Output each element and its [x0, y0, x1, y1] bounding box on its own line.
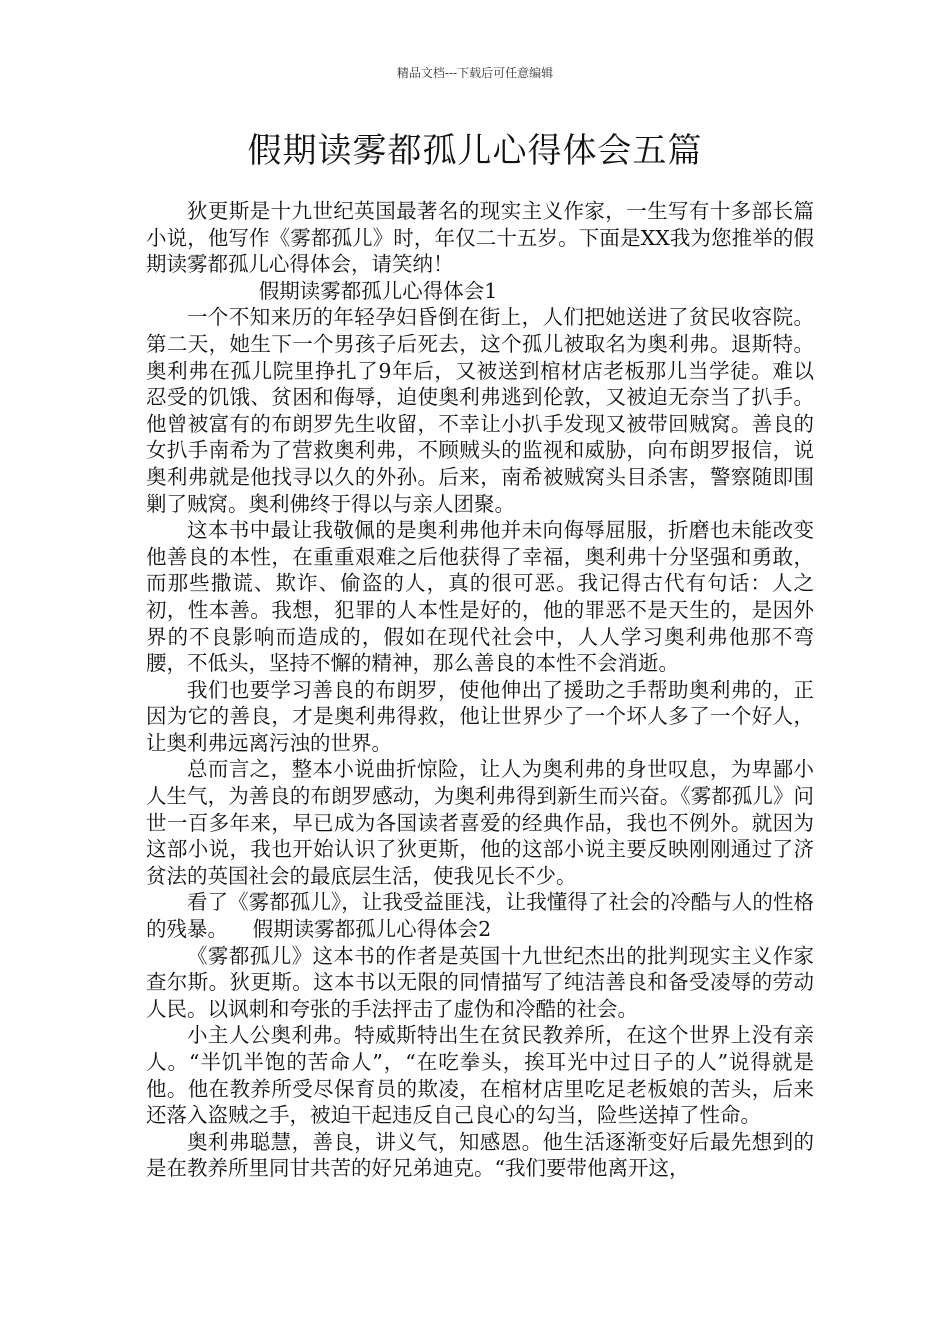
- section-2-heading: 假期读雾都孤儿心得体会2: [252, 917, 492, 942]
- section-1-heading: 假期读雾都孤儿心得体会1: [258, 278, 498, 303]
- document-title: 假期读雾都孤儿心得体会五篇: [247, 131, 703, 171]
- section-1-paragraph: 总而言之，整本小说曲折惊险，让人为奥利弗的身世叹息，为卑鄙小人生气，为善良的布朗罗感动，为奥利弗得到新生而兴奋。《雾都孤儿》问世一百多年来，早已成为各国读者喜爱的经典作品，我也不例外。就因为这部小说，我也开始认识了狄更斯，他的这部小说主要反映刚刚通过了济贫法的英国社会的最底层生活，使我见长不少。: [146, 757, 814, 888]
- section-1-paragraph: 一个不知来历的年轻孕妇昏倒在街上，人们把她送进了贫民收容院。第二天，她生下一个男孩子后死去，这个孤儿被取名为奥利弗。退斯特。奥利弗在孤儿院里挣扎了9年后，又被送到棺材店老板那儿当学徒。难以忍受的饥饿、贫困和侮辱，迫使奥利弗逃到伦敦，又被迫无奈当了扒手。他曾被富有的布朗罗先生收留，不幸让小扒手发现又被带回贼窝。善良的女扒手南希为了营救奥利弗，不顾贼头的监视和威胁，向布朗罗报信，说奥利弗就是他找寻以久的外孙。后来，南希被贼窝头目杀害，警察随即围剿了贼窝。奥利佛终于得以与亲人团聚。: [146, 305, 814, 516]
- section-1-closing-paragraph: [146, 889, 814, 942]
- section-2-paragraph: 奥利弗聪慧，善良，讲义气，知感恩。他生活逐渐变好后最先想到的是在教养所里同甘共苦的好兄弟迪克。“我们要带他离开这，: [146, 1129, 814, 1181]
- section-1-paragraph: 这本书中最让我敬佩的是奥利弗他并未向侮辱屈服，折磨也未能改变他善良的本性，在重重艰难之后他获得了幸福，奥利弗十分坚强和勇敢，而那些撒谎、欺诈、偷盗的人，真的很可恶。我记得古代有句话：人之初，性本善。我想，犯罪的人本性是好的，他的罪恶不是天生的，是因外界的不良影响而造成的，假如在现代社会中，人人学习奥利弗他那不弯腰，不低头，坚持不懈的精神，那么善良的本性不会消逝。: [146, 518, 814, 676]
- intro-paragraph: 狄更斯是十九世纪英国最著名的现实主义作家，一生写有十多部长篇小说，他写作《雾都孤儿》时，年仅二十五岁。下面是XX我为您推举的假期读雾都孤儿心得体会，请笑纳！: [146, 199, 814, 277]
- section-2-paragraph: 《雾都孤儿》这本书的作者是英国十九世纪杰出的批判现实主义作家查尔斯。狄更斯。这本书以无限的同情描写了纯洁善良和备受凌辱的劳动人民。以讽刺和夸张的手法抨击了虚伪和冷酷的社会。: [146, 943, 814, 1021]
- section-1-paragraph: 我们也要学习善良的布朗罗，使他伸出了援助之手帮助奥利弗的，正因为它的善良，才是奥利弗得救，他让世界少了一个坏人多了一个好人，让奥利弗远离污浊的世界。: [146, 677, 814, 755]
- section-1-closing-text: 看了《雾都孤儿》，让我受益匪浅，让我懂得了社会的冷酷与人的性格的残暴。: [146, 890, 814, 942]
- page-running-header: 精品文档---下载后可任意编辑: [396, 66, 554, 80]
- document-body: [146, 198, 814, 1182]
- section-2-paragraph: 小主人公奥利弗。特威斯特出生在贫民教养所，在这个世界上没有亲人。“半饥半饱的苦命人”，“在吃拳头，挨耳光中过日子的人”说得就是他。他在教养所受尽保育员的欺凌，在棺材店里吃足老板娘的苦头，后来还落入盗贼之手，被迫干起违反自己良心的勾当，险些送掉了性命。: [146, 1023, 814, 1128]
